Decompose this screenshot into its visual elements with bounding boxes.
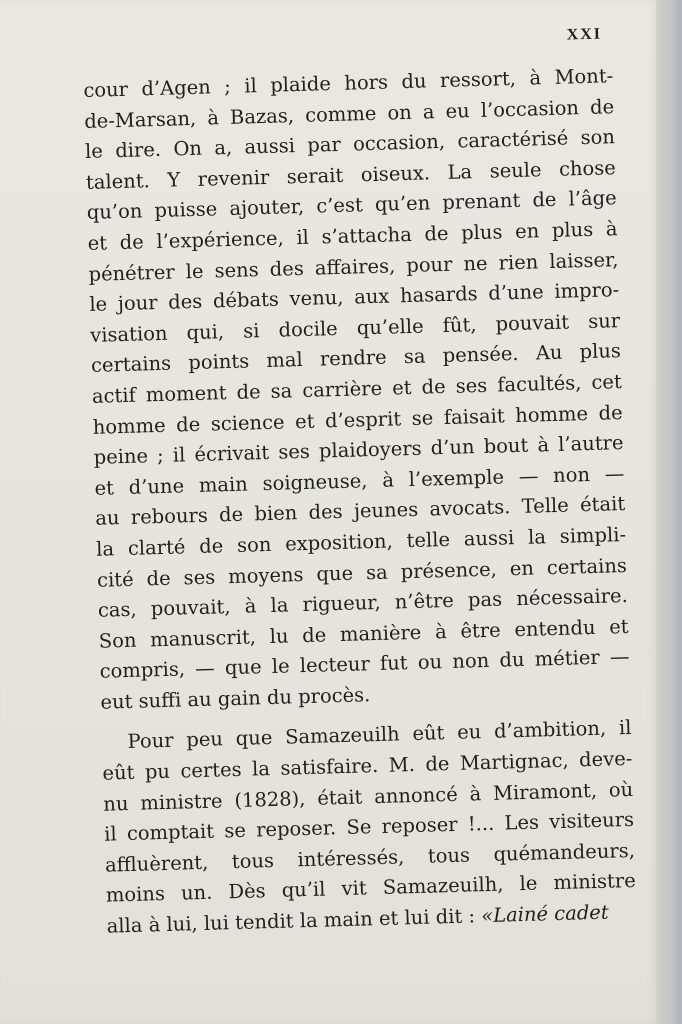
text-line: qu’on puisse ajouter, c’est qu’en prenant de l’âge [86,186,617,225]
text-line: Son manuscrit, lu de manière à être entendu et [98,614,629,653]
text-line: le jour des débats venu, aux hasards d’une impro- [89,278,620,317]
page-text-block [82,25,637,942]
text-line: pénétrer le sens des affaires, pour ne rien laisser, [88,247,619,286]
page-number: XXI [566,25,603,44]
text-line: nu ministre (1828), était annoncé à Miramont, où [103,777,634,816]
text-line: Pour peu que Samazeuilh eût eu d’ambition, il [127,716,632,754]
text-line-final-italic: «Lainé cadet [480,900,609,928]
page-edge-shadow [656,0,682,1024]
text-line: certains points mal rendre sa pensée. Au plus [90,339,622,378]
text-line: talent. Y revenir serait oiseux. La seule chose [85,155,617,194]
text-line: la clarté de son exposition, telle aussi la simpli- [95,522,627,561]
paragraph-2 [101,713,637,942]
text-line: compris, — que le lecteur fut ou non du métier — [99,645,630,684]
text-line: cour d’Agen ; il plaide hors du ressort, à Mont- [83,64,614,102]
text-line: moins un. Dès qu’il vit Samazeuilh, le ministre [105,869,637,908]
text-line: cité de ses moyens que sa présence, en certains [96,553,628,592]
text-line: et de l’expérience, il s’attacha de plus en plus à [87,217,618,255]
text-line: affluèrent, tous intéressés, tous quémandeurs, [104,838,636,877]
text-line: actif moment de sa carrière et de ses facultés, cet [91,370,623,408]
text-line: visation qui, si docile qu’elle fût, pouvait sur [89,308,621,347]
text-line: et d’une main soigneuse, à l’exemple — non — [94,461,625,500]
paragraph-1 [83,61,631,718]
text-line: au rebours de bien des jeunes avocats. Telle était [95,492,626,531]
text-line: il comptait se reposer. Se reposer !... Les visiteurs [103,808,635,846]
text-line: eut suffi au gain du procès. [100,683,371,714]
text-line: de-Marsan, à Bazas, comme on a eu l’occasion de [83,94,615,133]
text-line: cas, pouvait, à la rigueur, n’être pas nécessaire. [97,584,629,622]
text-line-final-plain: alla à lui, lui tendit la main et lui dit : [106,904,482,938]
text-line: homme de science et d’esprit se faisait homme de [92,400,623,439]
text-line: le dire. On a, aussi par occasion, caractérisé son [84,125,616,164]
text-line: peine ; il écrivait ses plaidoyers d’un bout à l’autre [93,431,624,469]
text-line: eût pu certes la satisfaire. M. de Martignac, deve- [102,746,633,785]
